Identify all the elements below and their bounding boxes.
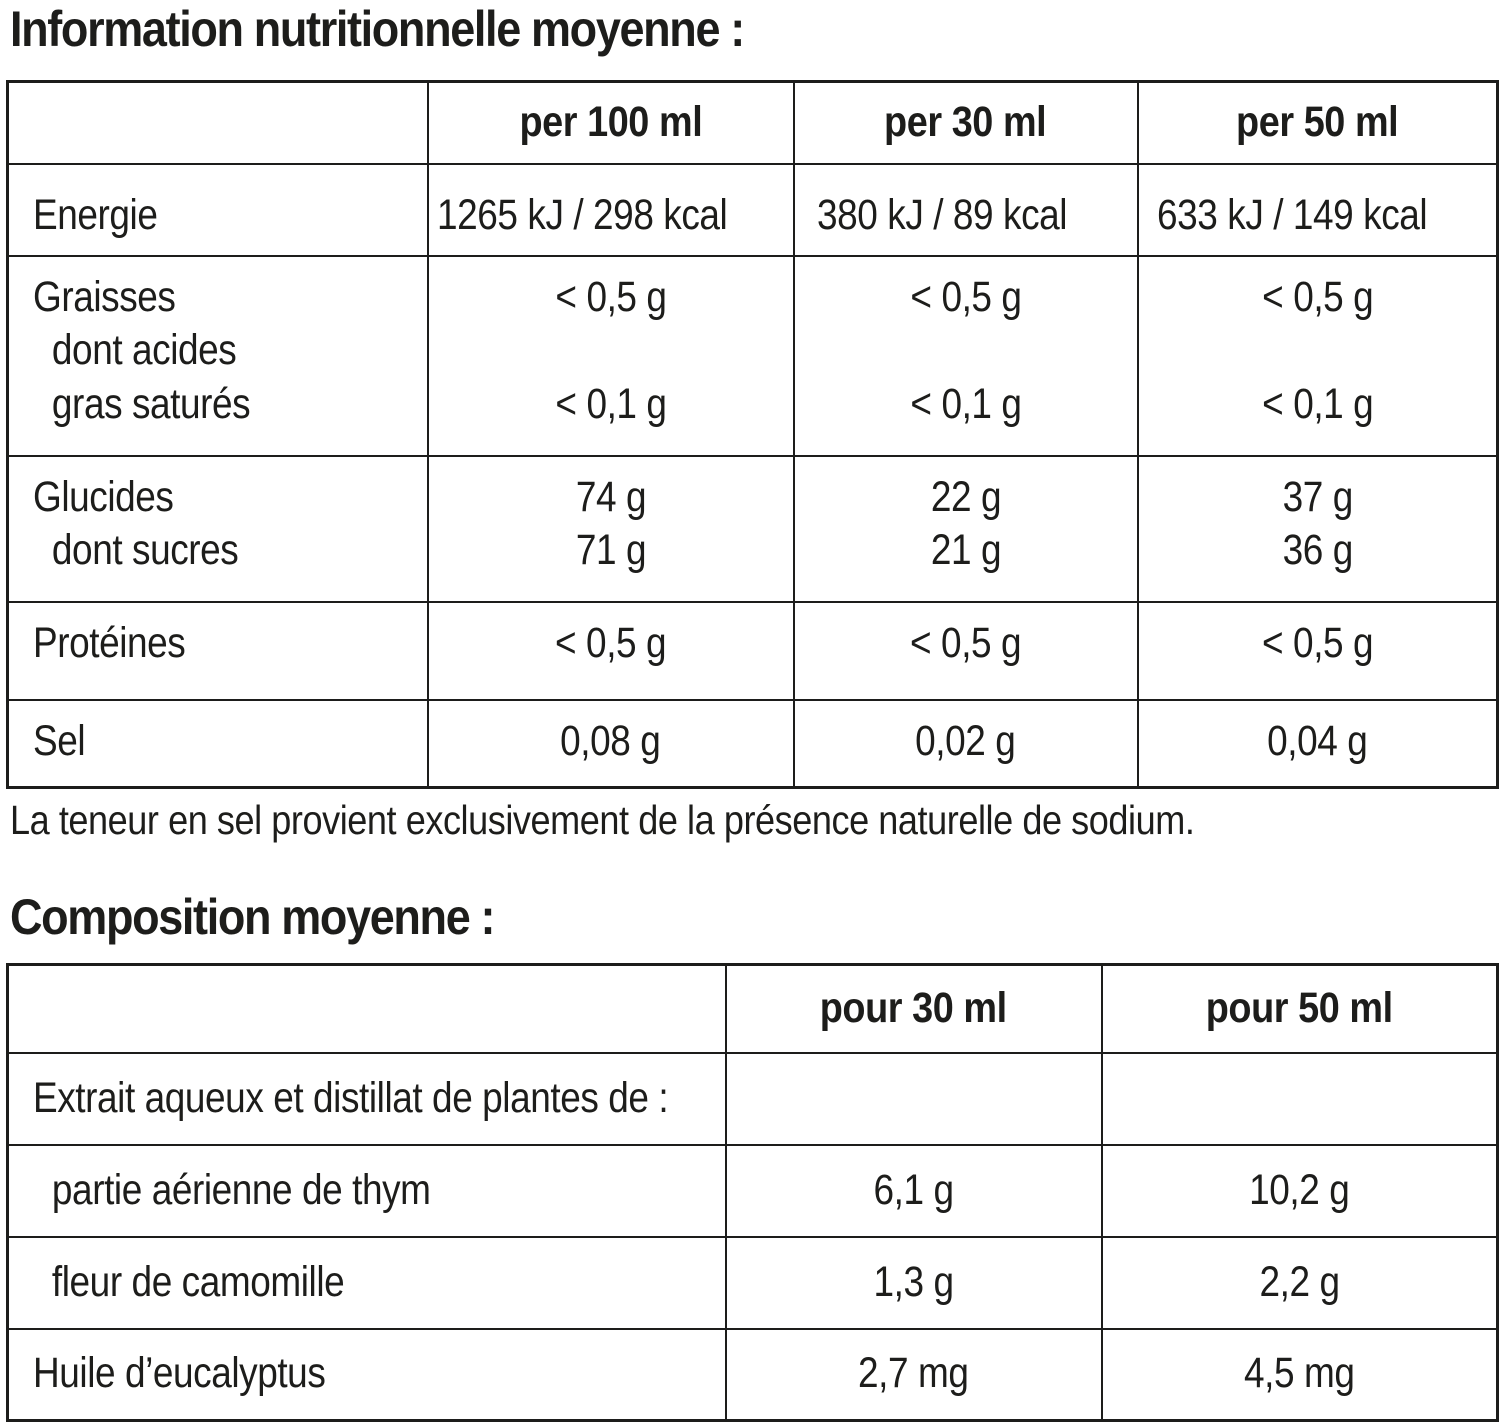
salt-per-30ml: 0,02 g <box>794 700 1138 788</box>
saturated-label-line2: gras saturés <box>51 380 251 428</box>
table-header-row <box>8 965 1498 1053</box>
composition-title: Composition moyenne : <box>10 889 495 945</box>
fat-per-100ml: < 0,5 g < 0,1 g <box>428 256 794 456</box>
protein-per-100ml: < 0,5 g <box>428 602 794 700</box>
thyme-pour-50ml: 10,2 g <box>1102 1145 1498 1237</box>
salt-note: La teneur en sel provient exclusivement de la présence naturelle de sodium. <box>10 797 1195 843</box>
table-row-extract <box>8 1053 1498 1145</box>
eucalyptus-label: Huile d’eucalyptus <box>8 1329 726 1421</box>
header-empty <box>8 82 428 164</box>
energy-per-100ml: 1265 kJ / 298 kcal <box>428 164 794 256</box>
table-row-chamomile <box>8 1237 1498 1329</box>
chamomile-pour-50ml: 2,2 g <box>1102 1237 1498 1329</box>
header-per-100ml: per 100 ml <box>428 82 794 164</box>
fat-per-50ml: < 0,5 g < 0,1 g <box>1138 256 1498 456</box>
header-pour-50ml: pour 50 ml <box>1102 965 1498 1053</box>
fat-label: Graisses dont acides gras saturés <box>8 256 428 456</box>
energy-per-30ml: 380 kJ / 89 kcal <box>794 164 1138 256</box>
table-row-eucalyptus <box>8 1329 1498 1421</box>
extract-pour-50ml <box>1102 1053 1498 1145</box>
table-header-row <box>8 82 1498 164</box>
carbs-label: Glucides dont sucres <box>8 456 428 602</box>
table-row-thyme <box>8 1145 1498 1237</box>
saturated-per-50ml: < 0,1 g <box>1261 380 1373 429</box>
energy-per-50ml: 633 kJ / 149 kcal <box>1138 164 1498 256</box>
table-row-protein <box>8 602 1498 700</box>
saturated-per-100ml: < 0,1 g <box>554 380 667 429</box>
saturated-per-30ml: < 0,1 g <box>909 380 1022 429</box>
salt-per-100ml: 0,08 g <box>428 700 794 788</box>
sugars-label: dont sucres <box>51 526 239 575</box>
carbs-per-50ml: 37 g 36 g <box>1138 456 1498 602</box>
table-row-fat <box>8 256 1498 456</box>
energy-label: Energie <box>8 164 428 256</box>
thyme-label: partie aérienne de thym <box>8 1145 726 1237</box>
header-per-30ml: per 30 ml <box>794 82 1138 164</box>
carbs-per-100ml: 74 g 71 g <box>428 456 794 602</box>
sugars-per-100ml: 71 g <box>575 526 646 575</box>
extract-pour-30ml <box>726 1053 1102 1145</box>
eucalyptus-pour-50ml: 4,5 mg <box>1102 1329 1498 1421</box>
protein-per-30ml: < 0,5 g <box>794 602 1138 700</box>
composition-table <box>6 963 1499 1422</box>
header-pour-30ml: pour 30 ml <box>726 965 1102 1053</box>
protein-per-50ml: < 0,5 g <box>1138 602 1498 700</box>
eucalyptus-pour-30ml: 2,7 mg <box>726 1329 1102 1421</box>
sugars-per-50ml: 36 g <box>1282 526 1353 575</box>
protein-label: Protéines <box>8 602 428 700</box>
sugars-per-30ml: 21 g <box>930 526 1001 575</box>
header-per-50ml: per 50 ml <box>1138 82 1498 164</box>
extract-label: Extrait aqueux et distillat de plantes de : <box>8 1053 726 1145</box>
salt-label: Sel <box>8 700 428 788</box>
chamomile-label: fleur de camomille <box>8 1237 726 1329</box>
header-empty <box>8 965 726 1053</box>
table-row-salt <box>8 700 1498 788</box>
nutrition-title: Information nutritionnelle moyenne : <box>10 1 744 57</box>
table-row-carbs <box>8 456 1498 602</box>
carbs-per-30ml: 22 g 21 g <box>794 456 1138 602</box>
thyme-pour-30ml: 6,1 g <box>726 1145 1102 1237</box>
nutrition-table <box>6 80 1499 789</box>
salt-per-50ml: 0,04 g <box>1138 700 1498 788</box>
fat-per-30ml: < 0,5 g < 0,1 g <box>794 256 1138 456</box>
chamomile-pour-30ml: 1,3 g <box>726 1237 1102 1329</box>
table-row-energy <box>8 164 1498 256</box>
saturated-label-line1: dont acides <box>51 326 237 375</box>
